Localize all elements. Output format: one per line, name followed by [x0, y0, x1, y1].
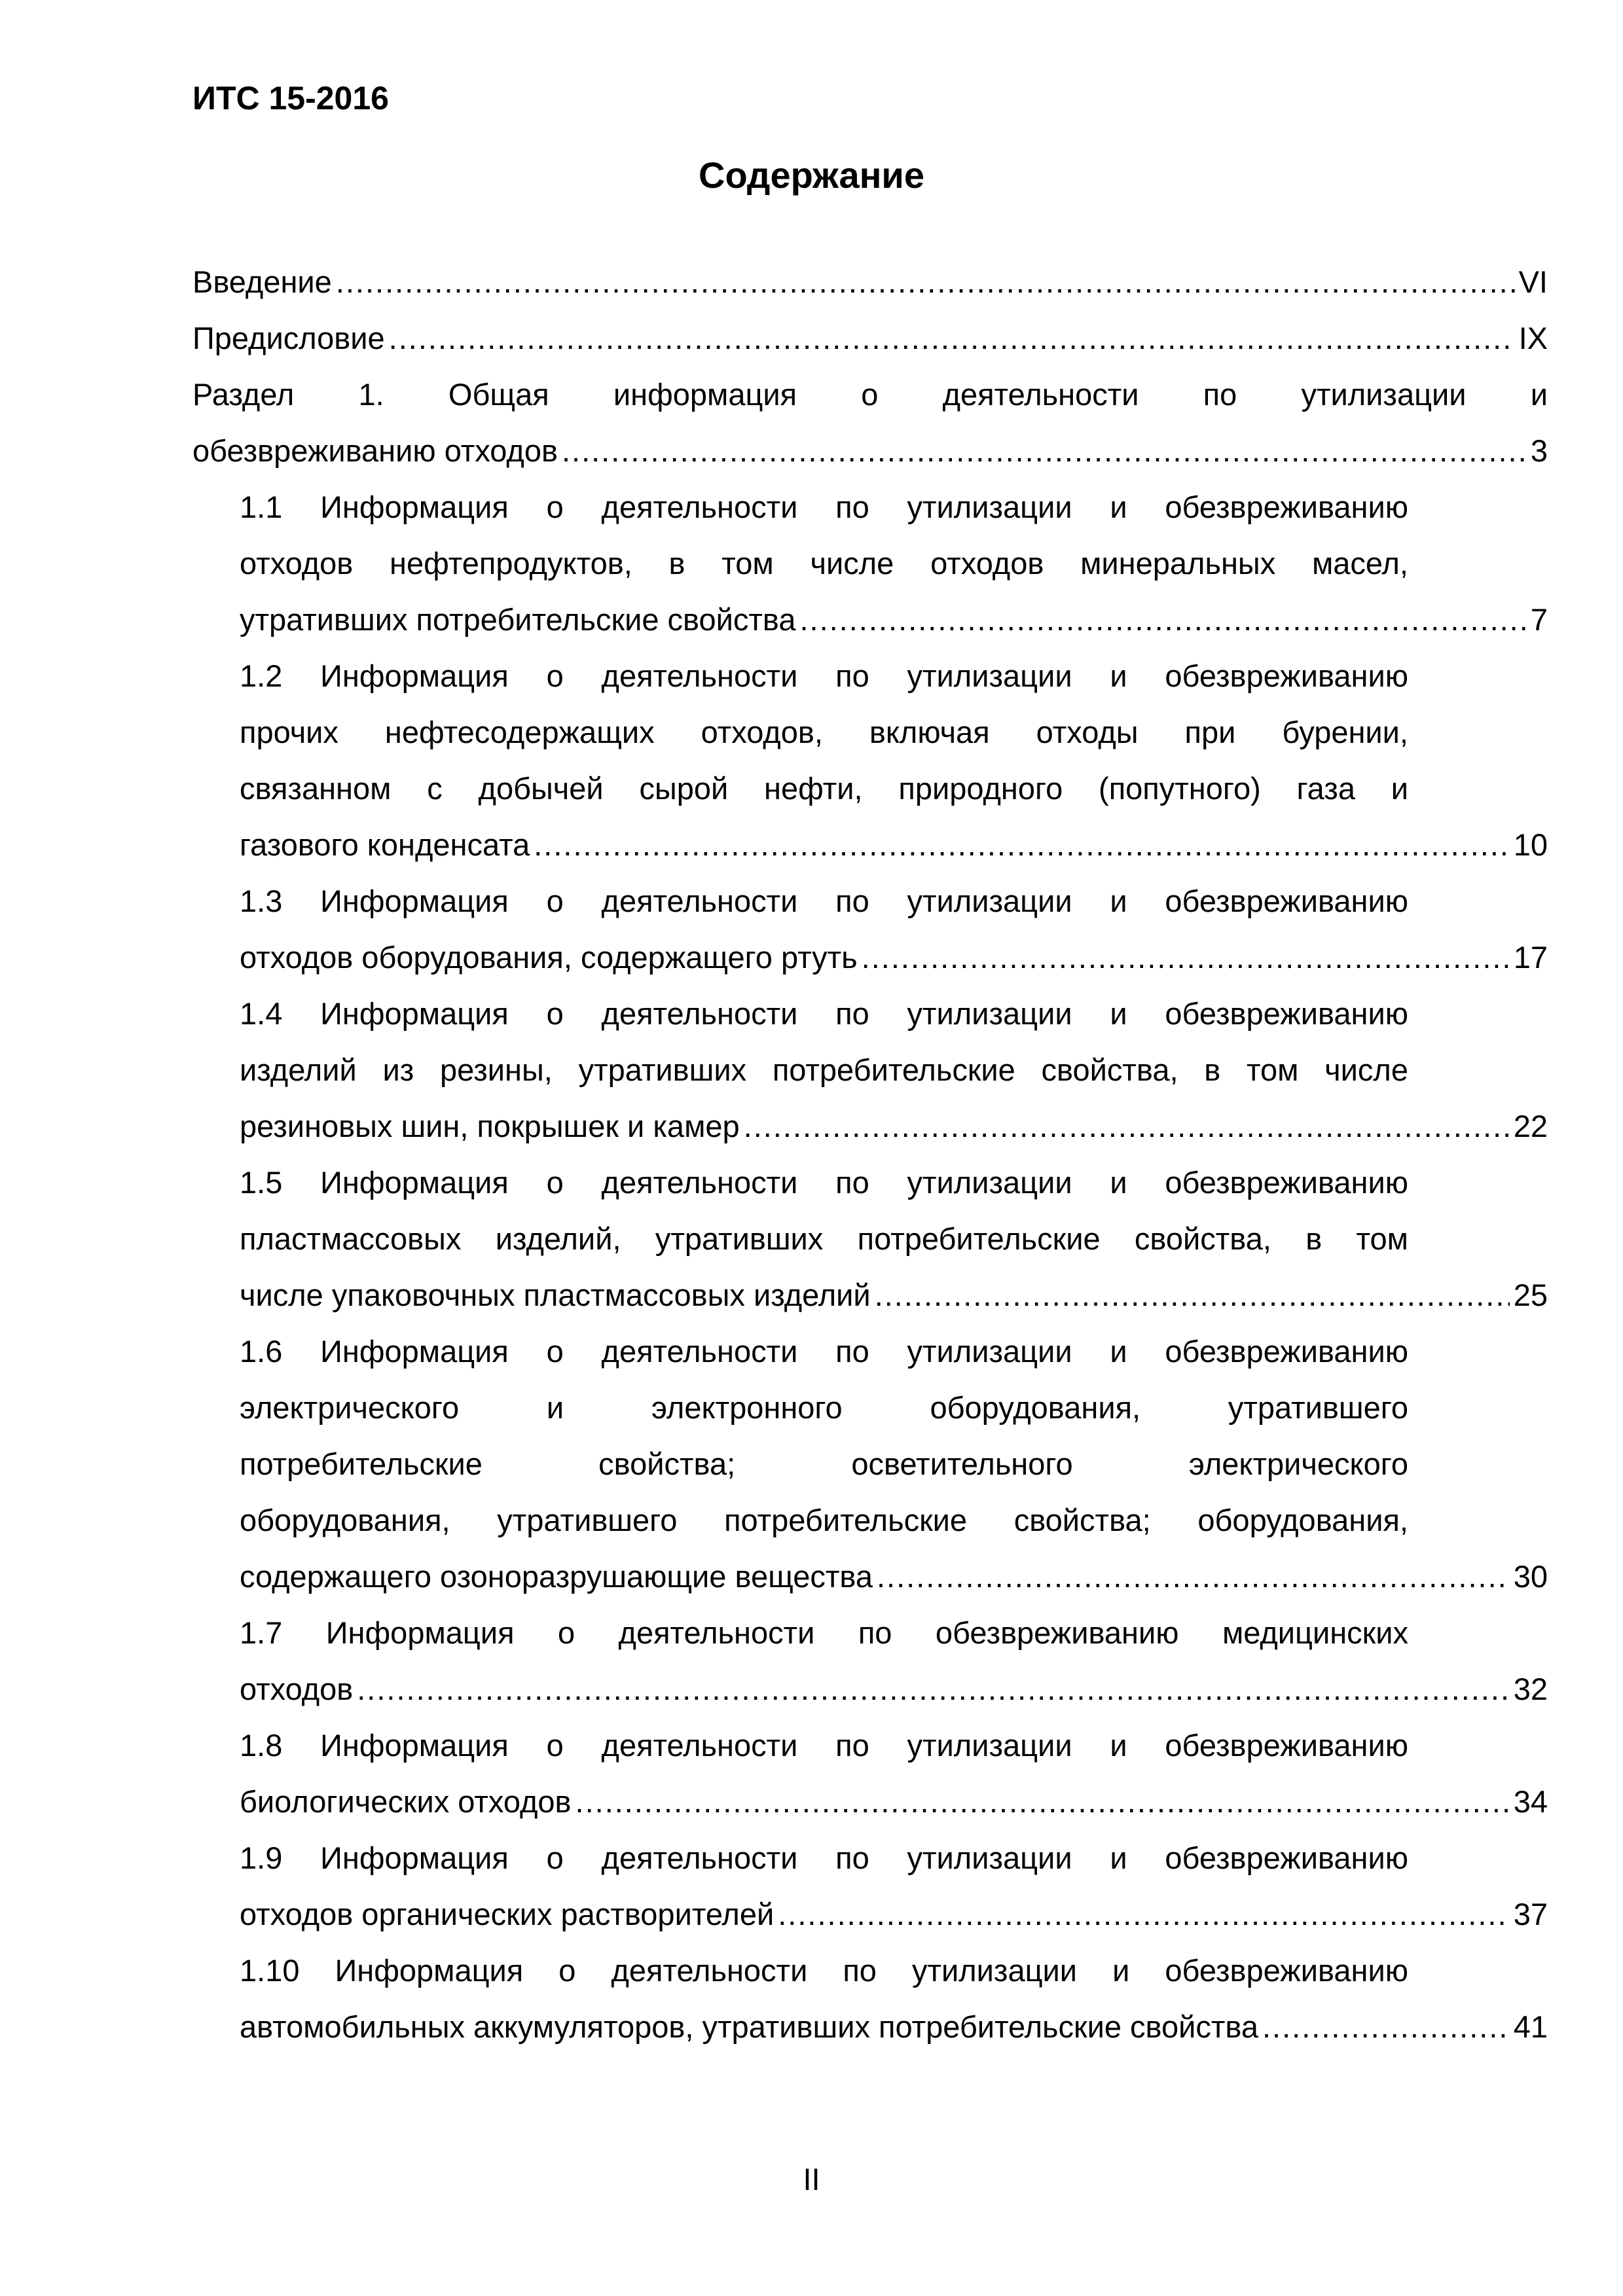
- toc-entry-last-line: [240, 929, 1548, 986]
- toc-entry[interactable]: [192, 1943, 1548, 2055]
- toc-entry-text-line: прочих нефтесодержащих отходов, включая отходы при бурении,: [240, 715, 1408, 749]
- toc-entry-page-number: 17: [1513, 940, 1548, 975]
- dot-leader: [336, 254, 1515, 310]
- dot-leader: [575, 1774, 1510, 1830]
- dot-leader: [389, 310, 1515, 367]
- dot-leader: [562, 423, 1527, 479]
- toc-entry-title: числе упаковочных пластмассовых изделий: [240, 1278, 871, 1312]
- toc-entry-last-line: [240, 817, 1548, 873]
- toc-entry-title: утративших потребительские свойства: [240, 602, 796, 637]
- toc-entry-page-number: 32: [1513, 1672, 1548, 1706]
- toc-entry[interactable]: [192, 479, 1548, 648]
- toc-entry-title: содержащего озоноразрушающие вещества: [240, 1559, 873, 1594]
- toc-entry-text-line: 1.9 Информация о деятельности по утилизации и обезвреживанию: [240, 1840, 1408, 1875]
- toc-entry-title: биологических отходов: [240, 1784, 572, 1819]
- toc-entry[interactable]: [192, 986, 1548, 1155]
- toc-entry-page-number: 41: [1513, 2009, 1548, 2044]
- dot-leader: [778, 1886, 1510, 1943]
- toc-entry-page-number: VI: [1518, 264, 1548, 299]
- toc-entry-text-line: оборудования, утратившего потребительские свойства; оборудования,: [240, 1503, 1408, 1537]
- toc-entry-text-line: пластмассовых изделий, утративших потребительские свойства, в том: [240, 1221, 1408, 1256]
- dot-leader: [357, 1661, 1509, 1717]
- toc-entry-text-line: потребительские свойства; осветительного электрического: [240, 1446, 1408, 1481]
- toc-entry[interactable]: [192, 873, 1548, 986]
- toc-entry-text-line: изделий из резины, утративших потребительские свойства, в том числе: [240, 1052, 1408, 1087]
- toc-entry-last-line: [240, 1267, 1548, 1323]
- toc-entry-page-number: 30: [1513, 1559, 1548, 1594]
- toc-entry-page-number: 10: [1513, 827, 1548, 862]
- toc-entry-title: отходов: [240, 1672, 354, 1706]
- toc-entry-page-number: IX: [1518, 321, 1548, 355]
- toc-entry-last-line: [240, 592, 1548, 648]
- toc-entry-title: отходов оборудования, содержащего ртуть: [240, 940, 858, 975]
- dot-leader: [875, 1267, 1510, 1323]
- toc-entry[interactable]: [192, 1830, 1548, 1943]
- dot-leader: [800, 592, 1527, 648]
- document-code: ИТС 15-2016: [192, 80, 389, 117]
- toc-entry-last-line: [240, 1549, 1548, 1605]
- toc-entry-title: Введение: [192, 264, 332, 299]
- toc-entry-last-line: [240, 1886, 1548, 1943]
- dot-leader: [1262, 1999, 1510, 2055]
- toc-entry-text-line: 1.10 Информация о деятельности по утилизации и обезвреживанию: [240, 1953, 1408, 1988]
- toc-entry[interactable]: [192, 254, 1548, 310]
- toc-entry-text-line: Раздел 1. Общая информация о деятельности по утилизации и: [192, 377, 1548, 412]
- toc-entry-page-number: 25: [1513, 1278, 1548, 1312]
- dot-leader: [877, 1549, 1510, 1605]
- toc-entry-page-number: 37: [1513, 1897, 1548, 1931]
- toc-entry-text-line: 1.2 Информация о деятельности по утилизации и обезвреживанию: [240, 658, 1408, 693]
- toc-entry-title: газового конденсата: [240, 827, 530, 862]
- toc-entry[interactable]: [192, 1717, 1548, 1830]
- toc-entry-last-line: [192, 254, 1548, 310]
- toc-entry[interactable]: [192, 310, 1548, 367]
- toc-entry-last-line: [240, 1999, 1548, 2055]
- dot-leader: [534, 817, 1510, 873]
- toc-entry-title: автомобильных аккумуляторов, утративших потребительские свойства: [240, 2009, 1258, 2044]
- toc-entry-last-line: [192, 423, 1548, 479]
- toc-entry-text-line: электрического и электронного оборудования, утратившего: [240, 1390, 1408, 1425]
- page-number: II: [803, 2162, 820, 2197]
- toc-entry-text-line: 1.3 Информация о деятельности по утилизации и обезвреживанию: [240, 884, 1408, 918]
- toc-entry[interactable]: [192, 1155, 1548, 1323]
- toc-entry-last-line: [240, 1098, 1548, 1155]
- toc-entry-text-line: 1.6 Информация о деятельности по утилизации и обезвреживанию: [240, 1334, 1408, 1369]
- dot-leader: [744, 1098, 1510, 1155]
- toc-entry-last-line: [192, 310, 1548, 367]
- toc-entry-page-number: 7: [1530, 602, 1548, 637]
- toc-entry-page-number: 3: [1530, 433, 1548, 468]
- toc-entry-title: отходов органических растворителей: [240, 1897, 775, 1931]
- toc-entry-last-line: [240, 1661, 1548, 1717]
- toc-entry-text-line: связанном с добычей сырой нефти, природного (попутного) газа и: [240, 771, 1408, 806]
- toc-entry[interactable]: [192, 367, 1548, 479]
- toc-entry-text-line: 1.1 Информация о деятельности по утилизации и обезвреживанию: [240, 490, 1408, 524]
- toc-entry[interactable]: [192, 1323, 1548, 1605]
- toc-entry-text-line: 1.8 Информация о деятельности по утилизации и обезвреживанию: [240, 1728, 1408, 1763]
- toc-entry[interactable]: [192, 1605, 1548, 1717]
- toc-entry-page-number: 34: [1513, 1784, 1548, 1819]
- dot-leader: [862, 929, 1510, 986]
- toc-entry-text-line: 1.5 Информация о деятельности по утилизации и обезвреживанию: [240, 1165, 1408, 1200]
- toc-entry-title: обезвреживанию отходов: [192, 433, 558, 468]
- page-title: Содержание: [699, 154, 924, 196]
- toc-entry-text-line: 1.4 Информация о деятельности по утилизации и обезвреживанию: [240, 996, 1408, 1031]
- toc-entry-title: резиновых шин, покрышек и камер: [240, 1109, 740, 1143]
- table-of-contents: [192, 254, 1548, 2055]
- toc-entry-text-line: отходов нефтепродуктов, в том числе отходов минеральных масел,: [240, 546, 1408, 581]
- toc-entry-text-line: 1.7 Информация о деятельности по обезвреживанию медицинских: [240, 1615, 1408, 1650]
- toc-entry-page-number: 22: [1513, 1109, 1548, 1143]
- toc-entry[interactable]: [192, 648, 1548, 873]
- toc-entry-last-line: [240, 1774, 1548, 1830]
- toc-entry-title: Предисловие: [192, 321, 385, 355]
